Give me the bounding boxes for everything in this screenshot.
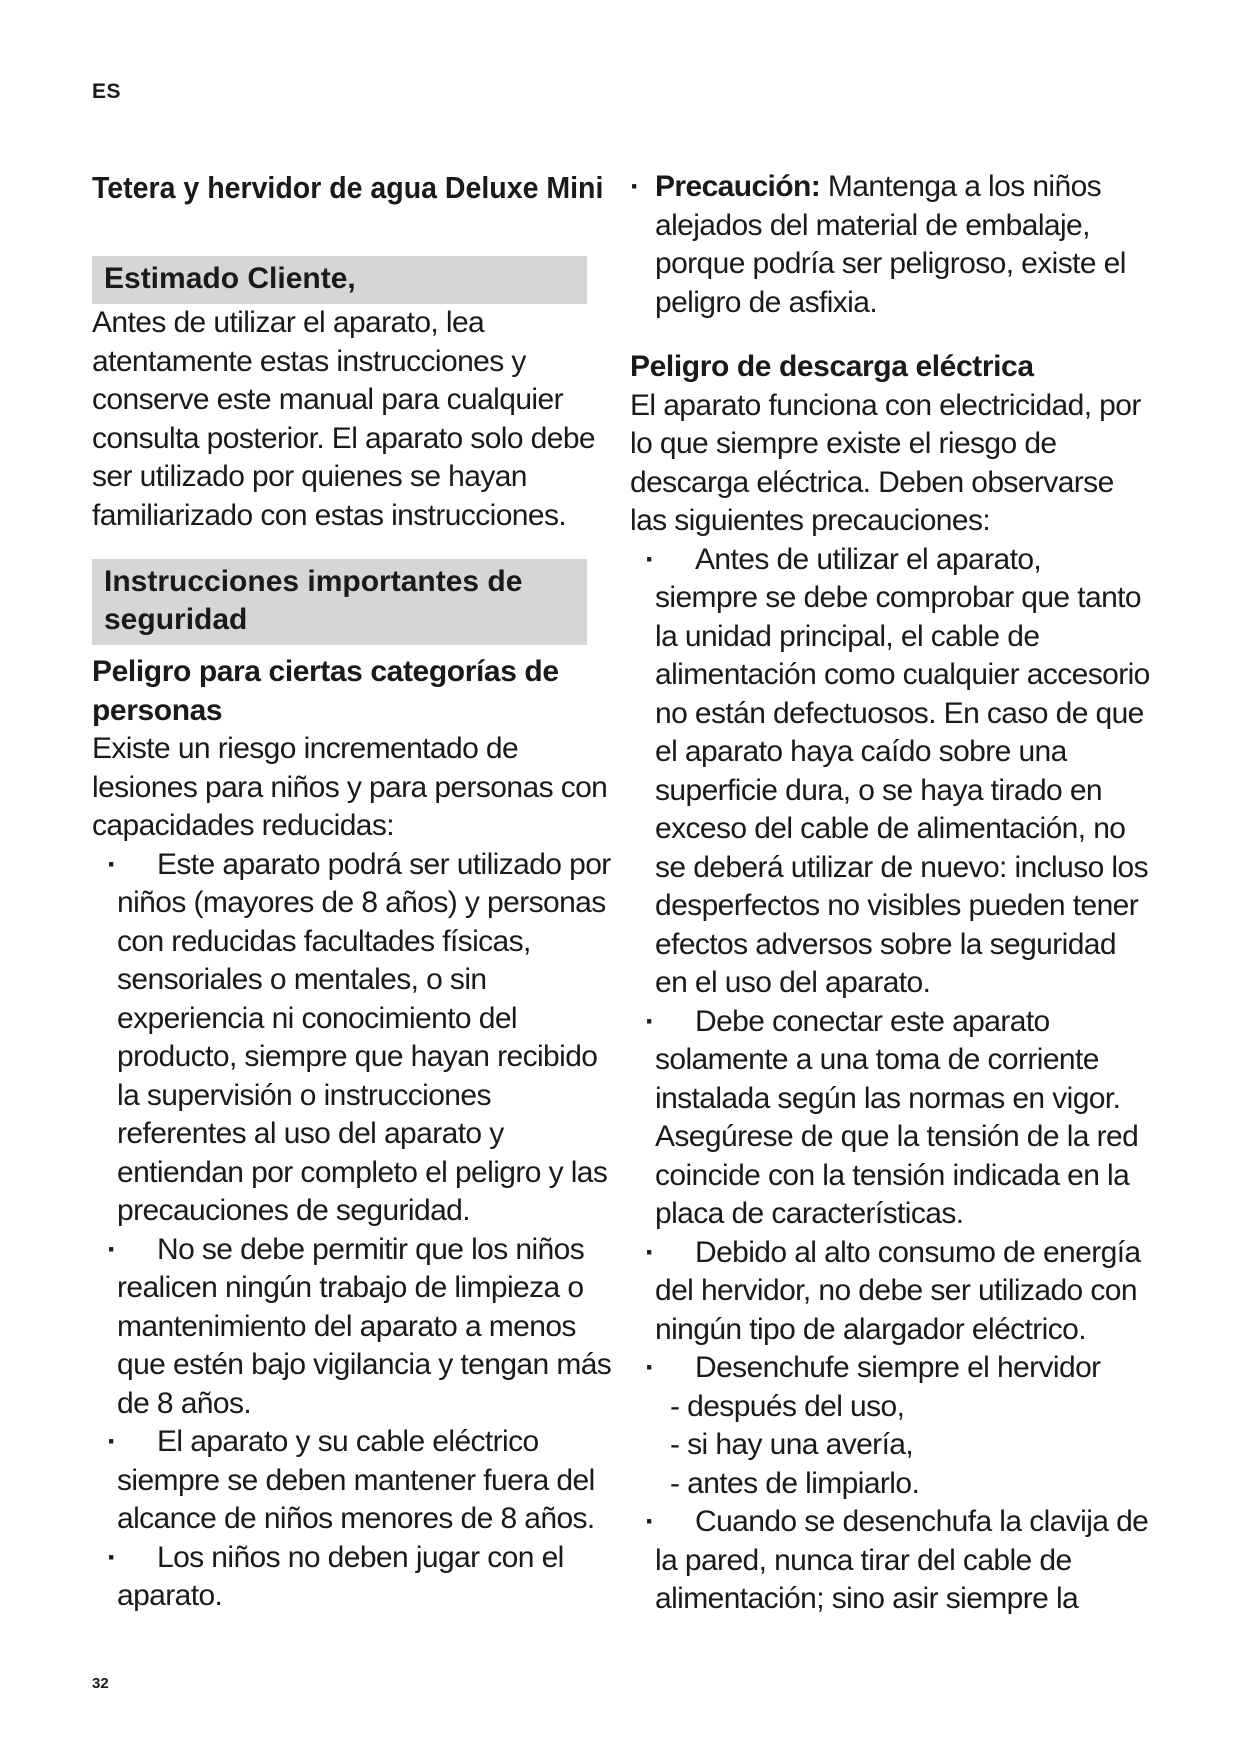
dash-item: - después del uso, xyxy=(670,1389,905,1423)
electric-paragraph: El aparato funciona con electricidad, por lo que siempre existe el riesgo de descarga eléctrica. Deben observarse las siguientes precauciones: xyxy=(630,388,1141,537)
page-title: Tetera y hervidor de agua Deluxe Mini xyxy=(92,170,604,205)
list-item: · Los niños no deben jugar con el aparato. xyxy=(92,1539,612,1616)
right-column xyxy=(630,168,1150,1619)
left-column xyxy=(92,168,612,1616)
list-item: · Este aparato podrá ser utilizado por niños (mayores de 8 años) y personas con reducidas facultades físicas, sensoriales o mentales, o sin experiencia ni conocimiento del producto, siempre que hayan recibido la supervisión o instrucciones referentes al uso del aparato y entiendan por completo el peligro y las precauciones de seguridad. xyxy=(92,846,612,1231)
list-item: · Desenchufe siempre el hervidor xyxy=(630,1349,1150,1388)
risk-groups-list xyxy=(92,846,612,1616)
list-item: · No se debe permitir que los niños realicen ningún trabajo de limpieza o mantenimiento del aparato a menos que estén bajo vigilancia y tengan más de 8 años. xyxy=(92,1231,612,1424)
subheading-risk-groups: Peligro para ciertas categorías de personas xyxy=(92,655,559,727)
section-heading-safety: Instrucciones importantes de seguridad xyxy=(92,559,587,645)
risk-groups-paragraph: Existe un riesgo incrementado de lesiones para niños y para personas con capacidades reducidas: xyxy=(92,732,608,842)
dash-item: - antes de limpiarlo. xyxy=(670,1466,920,1500)
electric-list xyxy=(630,541,1150,1388)
electric-list-continued xyxy=(630,1503,1150,1619)
subheading-electric-shock: Peligro de descarga eléctrica xyxy=(630,350,1034,383)
list-item: · Debe conectar este aparato solamente a una toma de corriente instalada según las normas en vigor. Asegúrese de que la tensión de la red coincide con la tensión indicada en la placa de características. xyxy=(630,1003,1150,1234)
section-heading-dear-customer: Estimado Cliente, xyxy=(92,256,587,304)
list-item: · Cuando se desenchufa la clavija de la pared, nunca tirar del cable de alimentación; sino asir siempre la xyxy=(630,1503,1150,1619)
caution-label: Precaución: xyxy=(655,170,821,203)
list-item: · Debido al alto consumo de energía del hervidor, no debe ser utilizado con ningún tipo de alargador eléctrico. xyxy=(630,1234,1150,1350)
intro-paragraph: Antes de utilizar el aparato, lea atentamente estas instrucciones y conserve este manual para cualquier consulta posterior. El aparato solo debe ser utilizado por quienes se hayan familiarizado con estas instrucciones. xyxy=(92,306,596,532)
caution-item xyxy=(630,168,1150,322)
language-code: ES xyxy=(92,80,122,103)
page-number: 32 xyxy=(92,1675,109,1692)
list-item: · Antes de utilizar el aparato, siempre se debe comprobar que tanto la unidad principal, el cable de alimentación como cualquier accesorio no están defectuosos. En caso de que el aparato haya caído sobre una superficie dura, o se haya tirado en exceso del cable de alimentación, no se deberá utilizar de nuevo: incluso los desperfectos no visibles pueden tener efectos adversos sobre la seguridad en el uso del aparato. xyxy=(630,541,1150,1003)
caution-text: Mantenga a los niños alejados del material de embalaje, porque podría ser peligroso, existe el peligro de asfixia. xyxy=(655,170,1126,319)
dash-item: - si hay una avería, xyxy=(670,1428,914,1461)
list-item: · El aparato y su cable eléctrico siempre se deben mantener fuera del alcance de niños menores de 8 años. xyxy=(92,1423,612,1539)
